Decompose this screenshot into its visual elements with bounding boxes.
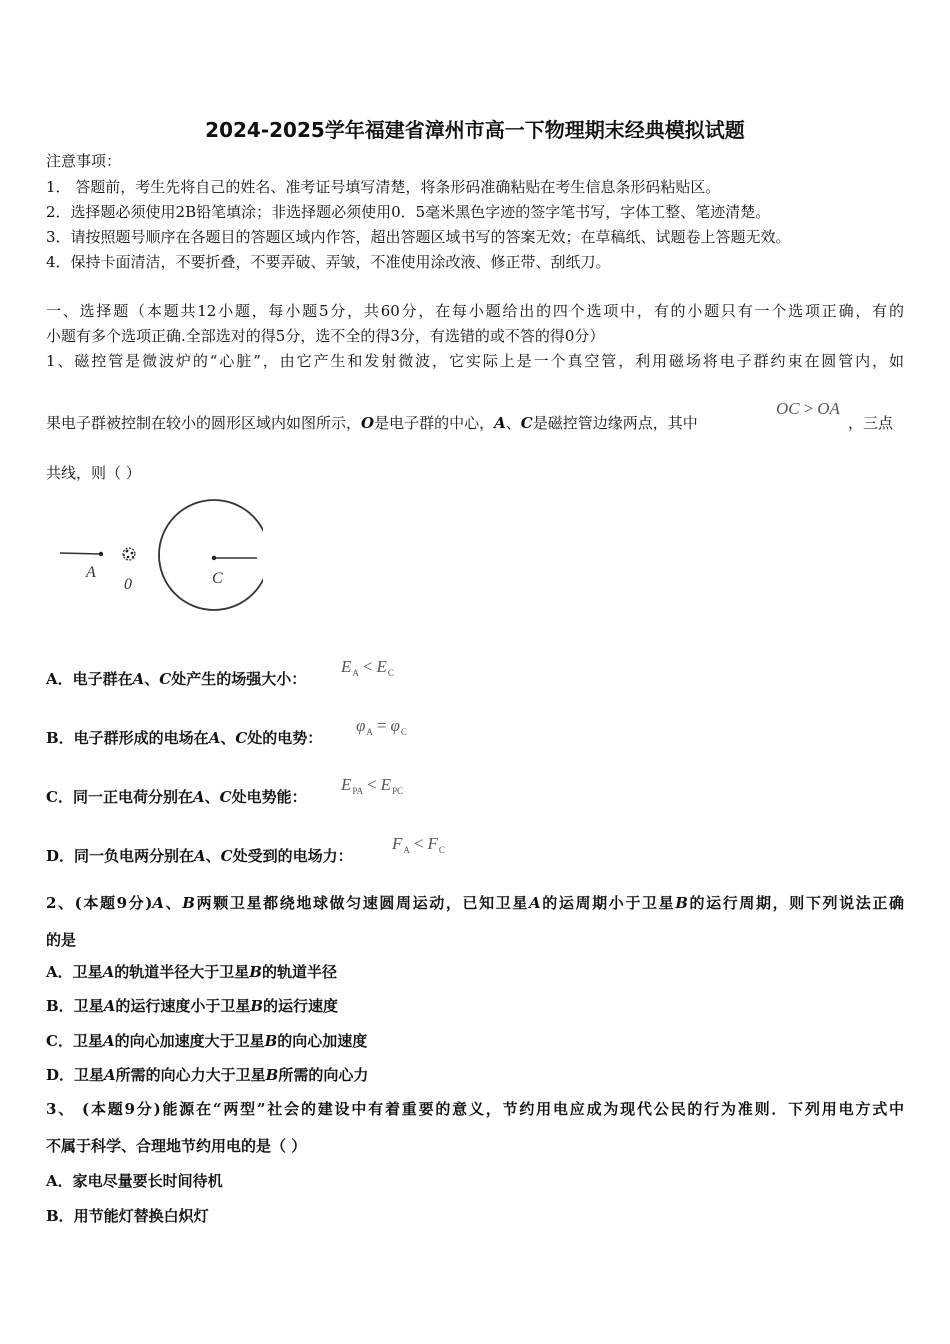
section-instructions-line1: 一、选择题（本题共12小题，每小题5分，共60分，在每小题给出的四个选项中，有的小题只有一个选项正确，有的 <box>46 302 904 320</box>
left-lead-line <box>60 553 101 554</box>
q2-option-a: A．卫星A的轨道半径大于卫星B的轨道半径 <box>46 963 337 981</box>
point-a-dot <box>99 552 103 556</box>
point-c-dot <box>212 556 216 560</box>
q1-stem-line2-end: ，三点 <box>848 414 894 432</box>
magnetron-figure <box>58 497 263 617</box>
q2-option-c: C．卫星A的向心加速度大于卫星B的向心加速度 <box>46 1032 368 1050</box>
q1-option-a-formula: $E_A < E_C$ <box>341 657 394 678</box>
q1-condition-formula: OC > OA <box>776 399 840 418</box>
q1-stem-line1: 1、磁控管是微波炉的“心脏”，由它产生和发射微波，它实际上是一个真空管，利用磁场将电子群约束在圆管内，如 <box>46 352 904 370</box>
q1-stem-line2: 果电子群被控制在较小的圆形区域内如图所示，O是电子群的中心，A、C是磁控管边缘两点，其中 <box>46 414 698 432</box>
section-instructions-line2: 小题有多个选项正确.全部选对的得5分，选不全的得3分，有选错的或不答的得0分） <box>46 327 605 345</box>
tube-circle <box>159 500 263 610</box>
label-c: C <box>212 570 223 587</box>
q1-option-c-formula: $E_{PA} < E_{PC}$ <box>341 775 404 796</box>
label-a: A <box>86 564 96 581</box>
q3-option-a: A．家电尽量要长时间待机 <box>46 1172 223 1190</box>
notice-item: 2．选择题必须使用2B铅笔填涂；非选择题必须使用0．5毫米黑色字迹的签字笔书写，字体工整、笔迹清楚。 <box>46 203 771 221</box>
q2-option-d: D．卫星A所需的向心力大于卫星B所需的向心力 <box>46 1066 369 1084</box>
q3-stem-line1: 3、 (本题9分)能源在“两型”社会的建设中有着重要的意义，节约用电应成为现代公民的行为准则．下列用电方式中 <box>46 1100 904 1118</box>
label-o: 0 <box>124 576 132 593</box>
q3-stem-line2: 不属于科学、合理地节约用电的是（ ） <box>46 1137 307 1155</box>
q1-option-b-formula: $\varphi_A = \varphi_C$ <box>356 716 407 737</box>
q1-option-a: A．电子群在A、C处产生的场强大小： <box>46 670 307 688</box>
q1-stem-line3: 共线，则（ ） <box>46 464 141 482</box>
q3-option-b: B．用节能灯替换白炽灯 <box>46 1207 209 1225</box>
electron-cloud-icon <box>123 548 135 560</box>
notice-item: 3．请按照题号顺序在各题目的答题区域内作答，超出答题区域书写的答案无效；在草稿纸、试题卷上答题无效。 <box>46 228 791 246</box>
notice-heading: 注意事项： <box>46 152 122 170</box>
q2-stem-line2: 的是 <box>46 931 77 949</box>
q2-stem-line1: 2、(本题9分)A、B两颗卫星都绕地球做匀速圆周运动，已知卫星A的运周期小于卫星B的运行周期，则下列说法正确 <box>46 894 904 912</box>
q2-option-b: B．卫星A的运行速度小于卫星B的运行速度 <box>46 997 339 1015</box>
q1-option-b: B．电子群形成的电场在A、C处的电势： <box>46 729 323 747</box>
q1-option-d: D．同一负电两分别在A、C处受到的电场力： <box>46 847 353 865</box>
exam-title: 2024-2025学年福建省漳州市高一下物理期末经典模拟试题 <box>205 118 745 142</box>
notice-item: 1． 答题前，考生先将自己的姓名、准考证号填写清楚，将条形码准确粘贴在考生信息条形码粘贴区。 <box>46 178 721 196</box>
q1-option-c: C．同一正电荷分别在A、C处电势能： <box>46 788 307 806</box>
q1-option-d-formula: $F_A < F_C$ <box>392 834 445 855</box>
notice-item: 4．保持卡面清洁，不要折叠，不要弄破、弄皱，不准使用涂改液、修正带、刮纸刀。 <box>46 253 611 271</box>
